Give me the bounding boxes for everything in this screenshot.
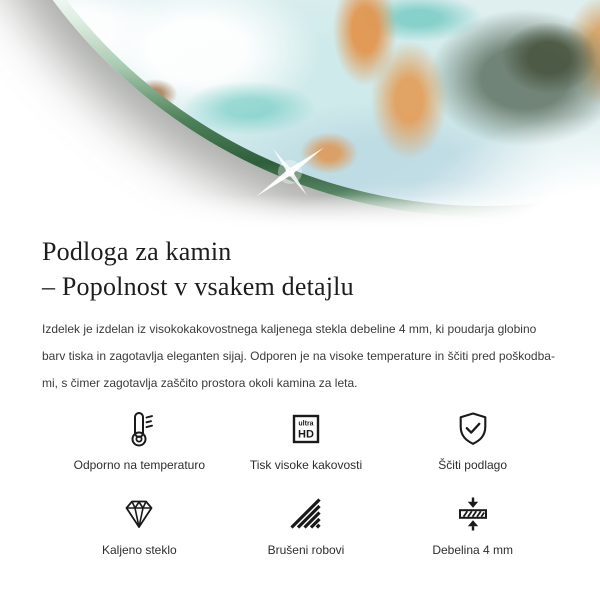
description-line: mi, s čimer zagotavlja zaščito prostora okoli kamina za leta.	[42, 376, 358, 390]
description-line: Izdelek je izdelan iz visokokakovostnega kaljenega stekla debeline 4 mm, ki poudarja globino	[42, 322, 537, 336]
feature-label: Debelina 4 mm	[432, 543, 514, 557]
shield-check-icon	[453, 409, 493, 449]
features-grid	[42, 409, 570, 557]
page-title-line1: Podloga za kamin	[42, 237, 232, 266]
ultra-hd-icon	[286, 409, 326, 449]
feature-tempered-glass	[56, 494, 223, 557]
page-title	[42, 234, 570, 304]
thermometer-icon	[119, 409, 159, 449]
feature-label: Brušeni robovi	[267, 543, 345, 557]
polished-edges-icon	[286, 494, 326, 534]
feature-icon-box	[119, 409, 159, 449]
diamond-icon	[119, 494, 159, 534]
feature-protects-surface	[389, 409, 556, 472]
feature-icon-box	[286, 409, 326, 449]
ultra-hd-badge-bottom: HD	[298, 428, 314, 441]
thickness-4mm-icon	[453, 494, 493, 534]
feature-label: Kaljeno steklo	[101, 543, 177, 557]
feature-polished-edges	[223, 494, 390, 557]
product-photo-hero	[0, 0, 600, 232]
product-description	[42, 316, 570, 397]
product-info-section	[0, 234, 600, 557]
feature-label: Odporno na temperaturo	[73, 458, 206, 472]
feature-icon-box	[453, 409, 493, 449]
ultra-hd-badge-top: ultra	[298, 420, 314, 428]
feature-icon-box	[119, 494, 159, 534]
feature-icon-box	[286, 494, 326, 534]
feature-thickness-4mm	[389, 494, 556, 557]
feature-label: Ščiti podlago	[438, 458, 508, 472]
description-line: barv tiska in zagotavlja eleganten sijaj. Odporen je na visoke temperature in ščiti pred poškodba-	[42, 349, 555, 363]
feature-icon-box	[453, 494, 493, 534]
feature-print-quality	[223, 409, 390, 472]
feature-temperature-resistant	[56, 409, 223, 472]
photo-white-fade	[0, 0, 600, 232]
feature-label: Tisk visoke kakovosti	[249, 458, 363, 472]
page-title-line2: – Popolnost v vsakem detajlu	[42, 272, 354, 301]
